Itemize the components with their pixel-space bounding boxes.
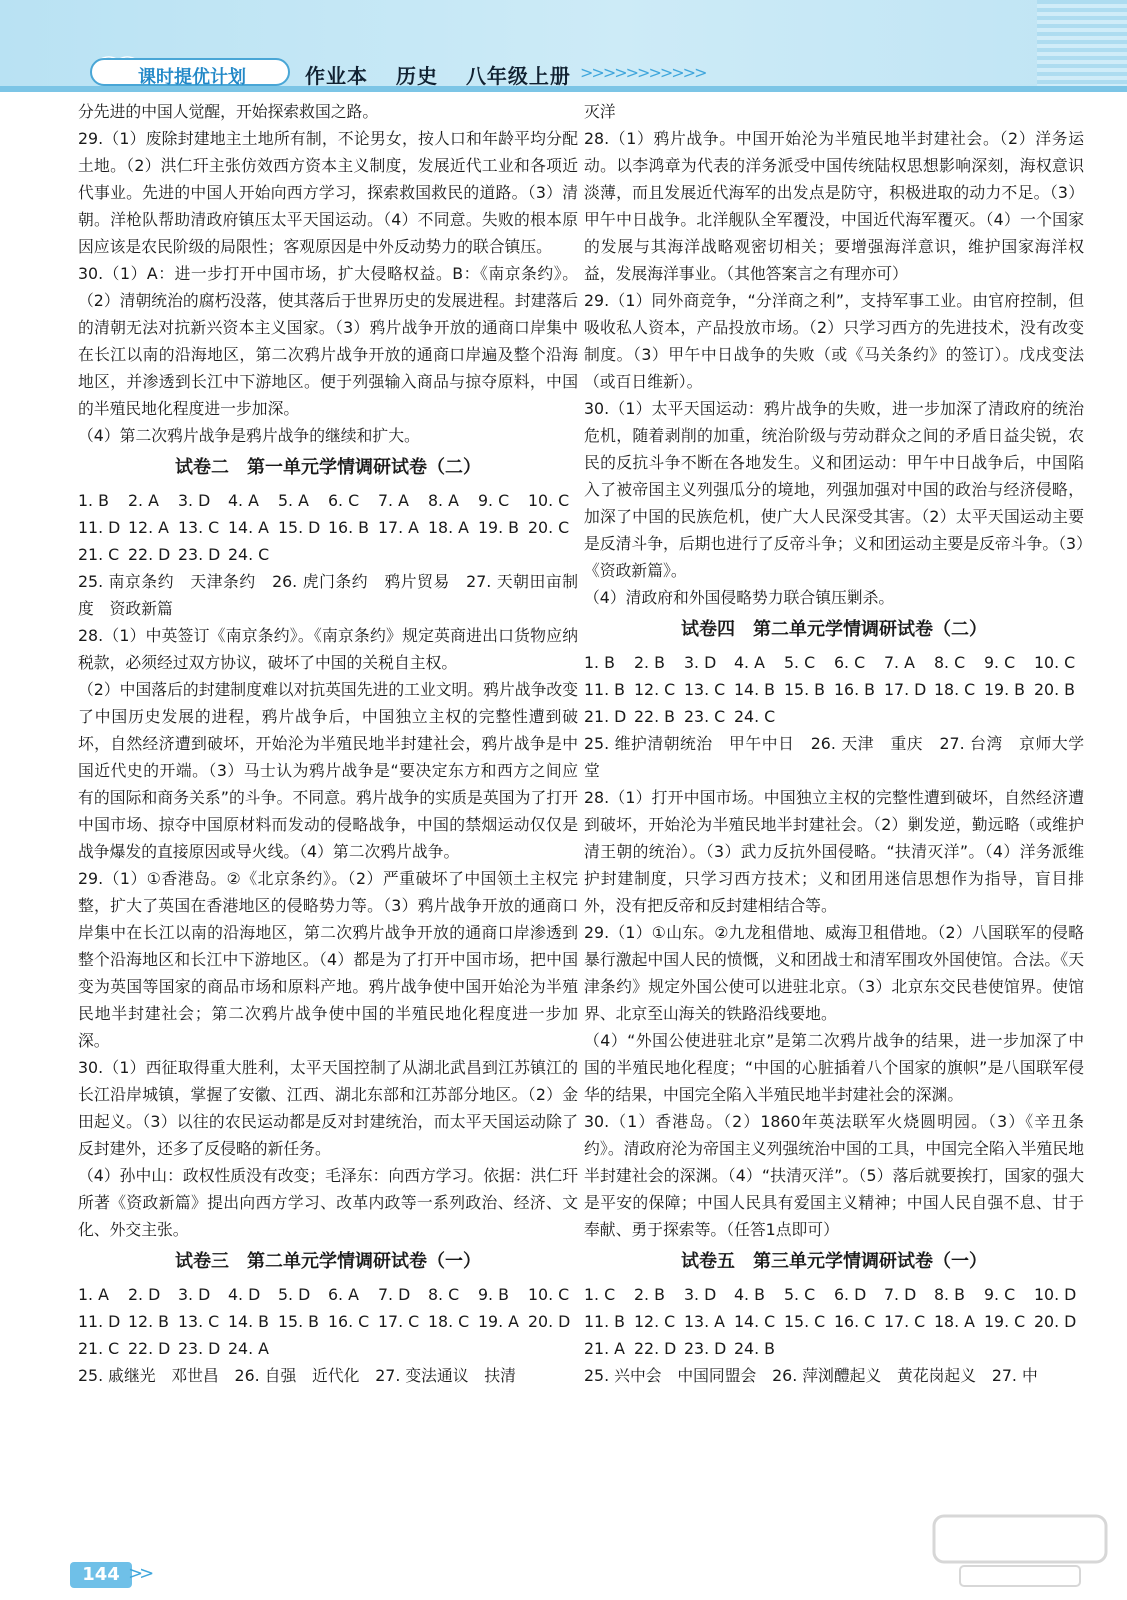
section-title: 试卷五 第三单元学情调研试卷（一） — [681, 1251, 987, 1272]
choice-answer-item: 20. D — [1034, 1312, 1077, 1331]
section-title: 试卷二 第一单元学情调研试卷（二） — [175, 457, 481, 478]
choice-answer-item: 15. B — [278, 1312, 319, 1331]
choice-answer-item: 1. B — [584, 653, 615, 672]
header-pattern — [1037, 0, 1127, 92]
book-grade: 八年级上册 — [465, 64, 571, 88]
choice-answer-item: 14. B — [228, 1312, 269, 1331]
answer-paragraph: 29.（1）同外商竞争，“分洋商之利”，支持军事工业。由官府控制，但吸收私人资本，产品投放市场。（2）只学习西方的先进技术，没有改变制度。（3）甲午中日战争的失败（或《马关条约》的签订）。戊戌变法（或百日维新）。 — [584, 291, 1084, 391]
choice-answer-item: 9. C — [984, 653, 1016, 672]
choice-answer-item: 24. B — [734, 1339, 775, 1358]
choice-answer-item: 18. C — [934, 680, 976, 699]
choice-answer-item: 15. B — [784, 680, 825, 699]
choice-answer-item: 6. A — [328, 1285, 359, 1304]
choice-answer-item: 13. C — [684, 680, 726, 699]
choice-answer-item: 4. A — [734, 653, 765, 672]
choice-answers — [78, 1281, 578, 1362]
answer-paragraph: （2）中国落后的封建制度难以对抗英国先进的工业文明。鸦片战争改变了中国历史发展的进程，鸦片战争后，中国独立主权的完整性遭到破坏，自然经济遭到破坏，开始沦为半殖民地半封建社会，鸦片战争是中国近代史的开端。（3）马士认为鸦片战争是“要决定东方和西方之间应有的国际和商务关系”的斗争。不同意。鸦片战争的实质是英国为了打开中国市场、掠夺中国原材料而发动的侵略战争，中国的禁烟运动仅仅是战争爆发的直接原因或导火线。（4）第二次鸦片战争。 — [78, 680, 578, 861]
choice-answer-item: 11. D — [78, 1312, 121, 1331]
answer-paragraph: 29.（1）①香港岛。②《北京条约》。（2）严重破坏了中国领土主权完整，扩大了英国在香港地区的侵略势力等。（3）鸦片战争开放的通商口岸集中在长江以南的沿海地区，第二次鸦片战争开放的通商口岸渗透到整个沿海地区和长江中下游地区。（4）都是为了打开中国市场，把中国变为英国等国家的商品市场和原料产地。鸦片战争使中国开始沦为半殖民地半封建社会；第二次鸦片战争使中国的半殖民地化程度进一步加深。 — [78, 869, 578, 1050]
watermark-logo — [930, 1512, 1110, 1592]
choice-answer-item: 12. C — [634, 1312, 676, 1331]
right-column — [584, 98, 1084, 1389]
choice-answer-item: 23. D — [178, 545, 221, 564]
choice-answer-item: 18. C — [428, 1312, 470, 1331]
choice-answer-item: 9. C — [984, 1285, 1016, 1304]
choice-answer-item: 23. D — [684, 1339, 727, 1358]
choice-answer-item: 11. B — [584, 680, 625, 699]
choice-answer-item: 19. C — [984, 1312, 1026, 1331]
choice-answer-item: 11. B — [584, 1312, 625, 1331]
answer-paragraph: （4）清政府和外国侵略势力联合镇压剿杀。 — [584, 588, 895, 607]
choice-answer-item: 24. C — [734, 707, 776, 726]
answer-paragraph: （4）孙中山：政权性质没有改变；毛泽东：向西方学习。依据：洪仁玕所著《资政新篇》提出向西方学习、改革内政等一系列政治、经济、文化、外交主张。 — [78, 1166, 578, 1239]
choice-answer-item: 15. D — [278, 518, 321, 537]
choice-answer-item: 24. A — [228, 1339, 269, 1358]
choice-answer-item: 17. C — [378, 1312, 420, 1331]
choice-answer-item: 12. C — [634, 680, 676, 699]
choice-answer-item: 8. A — [428, 491, 459, 510]
answer-paragraph: 30.（1）A：进一步打开中国市场，扩大侵略权益。B：《南京条约》。（2）清朝统治的腐朽没落，使其落后于世界历史的发展进程。封建落后的清朝无法对抗新兴资本主义国家。（3）鸦片战争开放的通商口岸集中在长江以南的沿海地区，第二次鸦片战争开放的通商口岸遍及整个沿海地区，并渗透到长江中下游地区。便于列强输入商品与掠夺原料，中国的半殖民地化程度进一步加深。 — [78, 264, 578, 418]
choice-answer-item: 19. B — [478, 518, 519, 537]
choice-answer-item: 20. B — [1034, 680, 1075, 699]
answer-paragraph: 25. 南京条约 天津条约 26. 虎门条约 鸦片贸易 27. 天朝田亩制度 资政新篇 — [78, 572, 578, 618]
answer-paragraph: 30.（1）西征取得重大胜利，太平天国控制了从湖北武昌到江苏镇江的长江沿岸城镇，掌握了安徽、江西、湖北东部和江苏部分地区。（2）金田起义。（3）以往的农民运动都是反对封建统治，而太平天国运动除了反封建外，还多了反侵略的新任务。 — [78, 1058, 578, 1158]
choice-answer-item: 19. B — [984, 680, 1025, 699]
choice-answer-item: 7. D — [378, 1285, 411, 1304]
answer-paragraph: 28.（1）鸦片战争。中国开始沦为半殖民地半封建社会。（2）洋务运动。以李鸿章为代表的洋务派受中国传统陆权思想影响深刻，海权意识淡薄，而且发展近代海军的出发点是防守，积极进取的动力不足。（3）甲午中日战争。北洋舰队全军覆没，中国近代海军覆灭。（4）一个国家的发展与其海洋战略观密切相关；要增强海洋意识，维护国家海洋权益，发展海洋事业。（其他答案言之有理亦可） — [584, 129, 1084, 283]
answer-paragraph: 28.（1）中英签订《南京条约》。《南京条约》规定英商进出口货物应纳税款，必须经过双方协议，破坏了中国的关税自主权。 — [78, 626, 578, 672]
answer-paragraph: 灭洋 — [584, 102, 616, 121]
choice-answer-item: 3. D — [178, 491, 211, 510]
choice-answer-item: 2. A — [128, 491, 159, 510]
choice-answer-item: 2. D — [128, 1285, 161, 1304]
header-chevrons: >>>>>>>>>>> — [580, 63, 706, 82]
choice-answer-item: 21. C — [78, 1339, 120, 1358]
choice-answer-item: 20. D — [528, 1312, 571, 1331]
choice-answer-item: 10. C — [528, 1285, 570, 1304]
choice-answer-item: 6. D — [834, 1285, 867, 1304]
choice-answer-item: 17. C — [884, 1312, 926, 1331]
book-subject: 历史 — [395, 64, 438, 88]
choice-answer-item: 21. D — [584, 707, 627, 726]
page-number: 144 — [70, 1562, 132, 1588]
choice-answers — [78, 487, 578, 568]
choice-answers — [584, 1281, 1084, 1362]
choice-answer-item: 8. C — [934, 653, 966, 672]
answer-paragraph: 28.（1）打开中国市场。中国独立主权的完整性遭到破坏，自然经济遭到破坏，开始沦为半殖民地半封建社会。（2）剿发逆，勤远略（或维护清王朝的统治）。（3）武力反抗外国侵略。“扶清灭洋”。（4）洋务派维护封建制度，只学习西方技术；义和团用迷信思想作为指导，盲目排外，没有把反帝和反封建相结合等。 — [584, 788, 1084, 915]
brand-badge — [90, 58, 290, 86]
answer-paragraph: 30.（1）太平天国运动：鸦片战争的失败，进一步加深了清政府的统治危机，随着剥削的加重，统治阶级与劳动群众之间的矛盾日益尖锐，农民的反抗斗争不断在各地发生。义和团运动：甲午中日战争后，中国陷入了被帝国主义列强瓜分的境地，列强加强对中国的政治与经济侵略，加深了中国的民族危机，使广大人民深受其害。（2）太平天国运动主要是反清斗争，后期也进行了反帝斗争；义和团运动主要是反帝斗争。（3）《资政新篇》。 — [584, 399, 1084, 580]
choice-answer-item: 8. B — [934, 1285, 965, 1304]
choice-answers — [584, 649, 1084, 730]
left-column — [78, 98, 578, 1389]
choice-answer-item: 2. B — [634, 653, 665, 672]
answer-paragraph: 29.（1）废除封建地主土地所有制，不论男女，按人口和年龄平均分配土地。（2）洪仁玕主张仿效西方资本主义制度，发展近代工业和各项近代事业。先进的中国人开始向西方学习，探索救国救民的道路。（3）清朝。洋枪队帮助清政府镇压太平天国运动。（4）不同意。失败的根本原因应该是农民阶级的局限性；客观原因是中外反动势力的联合镇压。 — [78, 129, 578, 256]
choice-answer-item: 12. B — [128, 1312, 169, 1331]
page-header — [0, 0, 1127, 92]
choice-answer-item: 16. C — [328, 1312, 370, 1331]
choice-answer-item: 7. D — [884, 1285, 917, 1304]
choice-answer-item: 7. A — [884, 653, 915, 672]
choice-answer-item: 3. D — [684, 1285, 717, 1304]
answer-paragraph: （4）第二次鸦片战争是鸦片战争的继续和扩大。 — [78, 426, 420, 445]
answer-paragraph: 29.（1）①山东。②九龙租借地、威海卫租借地。（2）八国联军的侵略暴行激起中国人民的愤慨，义和团战士和清军围攻外国使馆。合法。《天津条约》规定外国公使可以进驻北京。（3）北京东交民巷使馆界。使馆界、北京至山海关的铁路沿线要地。 — [584, 923, 1084, 1023]
page-number-badge — [70, 1562, 150, 1588]
choice-answer-item: 21. A — [584, 1339, 625, 1358]
choice-answer-item: 5. C — [784, 1285, 816, 1304]
choice-answer-item: 22. B — [634, 707, 675, 726]
choice-answer-item: 1. A — [78, 1285, 109, 1304]
choice-answer-item: 18. A — [934, 1312, 975, 1331]
choice-answer-item: 13. C — [178, 1312, 220, 1331]
choice-answer-item: 14. A — [228, 518, 269, 537]
choice-answer-item: 22. D — [634, 1339, 677, 1358]
answer-paragraph: 25. 戚继光 邓世昌 26. 自强 近代化 27. 变法通议 扶清 — [78, 1366, 516, 1385]
choice-answer-item: 14. C — [734, 1312, 776, 1331]
choice-answer-item: 6. C — [834, 653, 866, 672]
section-title: 试卷四 第二单元学情调研试卷（二） — [681, 619, 987, 640]
choice-answer-item: 16. B — [834, 680, 875, 699]
choice-answer-item: 10. C — [1034, 653, 1076, 672]
choice-answer-item: 23. C — [684, 707, 726, 726]
choice-answer-item: 16. B — [328, 518, 369, 537]
choice-answer-item: 5. D — [278, 1285, 311, 1304]
choice-answer-item: 6. C — [328, 491, 360, 510]
choice-answer-item: 18. A — [428, 518, 469, 537]
choice-answer-item: 16. C — [834, 1312, 876, 1331]
choice-answer-item: 24. C — [228, 545, 270, 564]
choice-answer-item: 5. C — [784, 653, 816, 672]
answer-paragraph: 25. 兴中会 中国同盟会 26. 萍浏醴起义 黄花岗起义 27. 中 — [584, 1366, 1038, 1385]
choice-answer-item: 14. B — [734, 680, 775, 699]
choice-answer-item: 7. A — [378, 491, 409, 510]
answer-paragraph: 25. 维护清朝统治 甲午中日 26. 天津 重庆 27. 台湾 京师大学堂 — [584, 734, 1084, 780]
choice-answer-item: 13. C — [178, 518, 220, 537]
choice-answer-item: 4. D — [228, 1285, 261, 1304]
choice-answer-item: 9. B — [478, 1285, 509, 1304]
choice-answer-item: 8. C — [428, 1285, 460, 1304]
choice-answer-item: 21. C — [78, 545, 120, 564]
footer-chevrons: >> — [128, 1563, 151, 1584]
choice-answer-item: 1. C — [584, 1285, 616, 1304]
choice-answer-item: 22. D — [128, 545, 171, 564]
choice-answer-item: 17. A — [378, 518, 419, 537]
choice-answer-item: 5. A — [278, 491, 309, 510]
choice-answer-item: 1. B — [78, 491, 109, 510]
answer-paragraph: 分先进的中国人觉醒，开始探索救国之路。 — [78, 102, 379, 121]
choice-answer-item: 9. C — [478, 491, 510, 510]
choice-answer-item: 22. D — [128, 1339, 171, 1358]
book-title — [305, 60, 591, 89]
choice-answer-item: 23. D — [178, 1339, 221, 1358]
choice-answer-item: 10. D — [1034, 1285, 1077, 1304]
choice-answer-item: 4. B — [734, 1285, 765, 1304]
choice-answer-item: 20. C — [528, 518, 570, 537]
choice-answer-item: 2. B — [634, 1285, 665, 1304]
choice-answer-item: 10. C — [528, 491, 570, 510]
choice-answer-item: 4. A — [228, 491, 259, 510]
choice-answer-item: 12. A — [128, 518, 169, 537]
choice-answer-item: 11. D — [78, 518, 121, 537]
answer-paragraph: 30.（1）香港岛。（2）1860年英法联军火烧圆明园。（3）《辛丑条约》。清政府沦为帝国主义列强统治中国的工具，中国完全陷入半殖民地半封建社会的深渊。（4）“扶清灭洋”。（5）落后就要挨打，国家的强大是平安的保障；中国人民具有爱国主义精神；中国人民自强不息、甘于奉献、勇于探索等。（任答1点即可） — [584, 1112, 1084, 1239]
choice-answer-item: 19. A — [478, 1312, 519, 1331]
book-type: 作业本 — [305, 64, 368, 88]
choice-answer-item: 3. D — [684, 653, 717, 672]
choice-answer-item: 13. A — [684, 1312, 725, 1331]
choice-answer-item: 15. C — [784, 1312, 826, 1331]
choice-answer-item: 17. D — [884, 680, 927, 699]
answer-paragraph: （4）“外国公使进驻北京”是第二次鸦片战争的结果，进一步加深了中国的半殖民地化程度；“中国的心脏插着八个国家的旗帜”是八国联军侵华的结果，中国完全陷入半殖民地半封建社会的深渊。 — [584, 1031, 1084, 1104]
brand-title: 课时提优计划 — [138, 67, 246, 88]
section-title: 试卷三 第二单元学情调研试卷（一） — [175, 1251, 481, 1272]
choice-answer-item: 3. D — [178, 1285, 211, 1304]
